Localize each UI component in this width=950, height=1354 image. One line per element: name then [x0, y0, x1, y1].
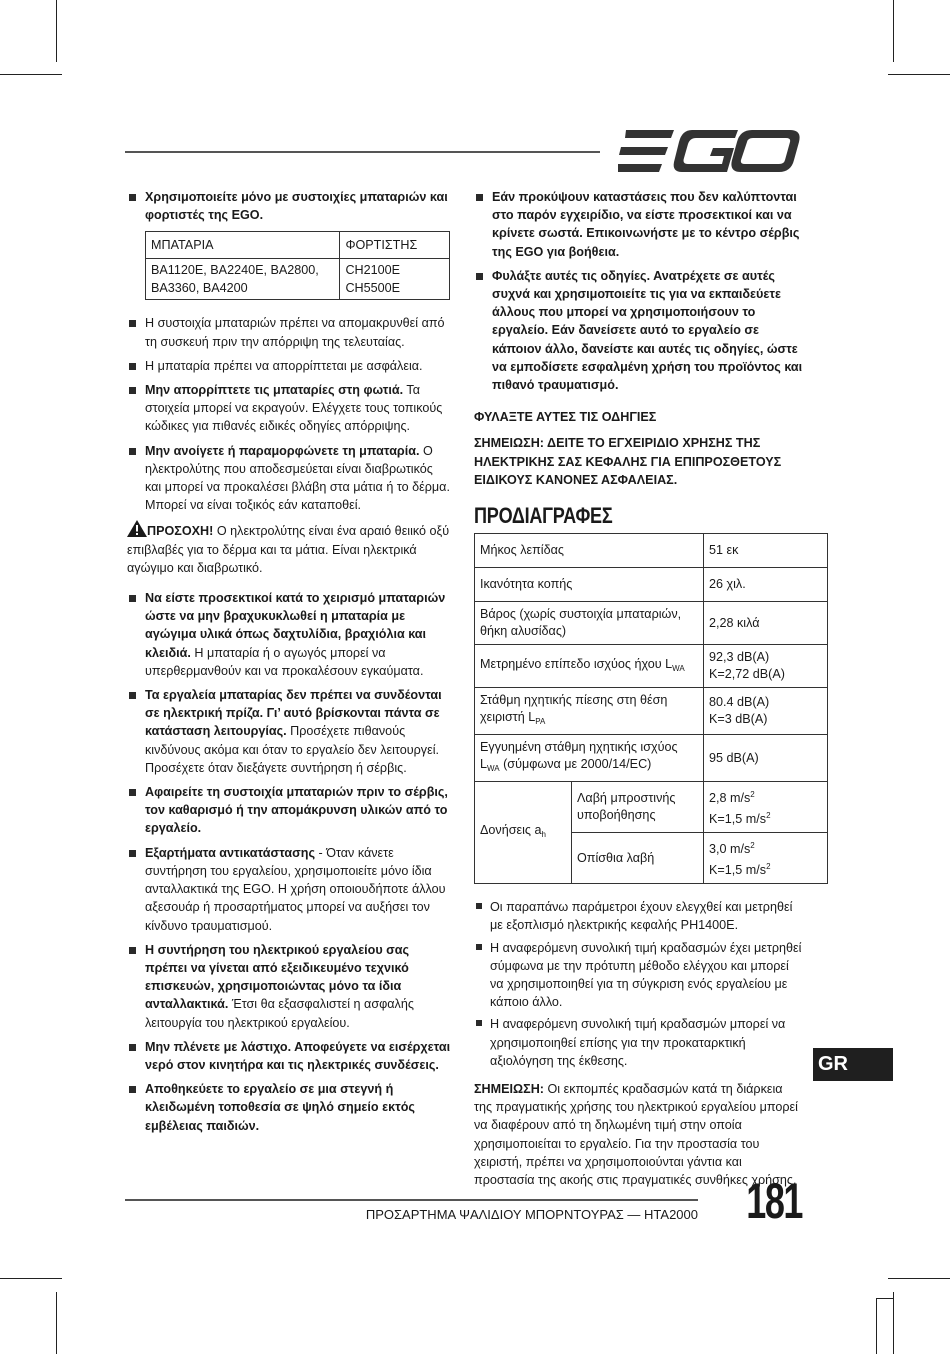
- header-rule: [125, 151, 600, 153]
- item-bold: Φυλάξτε αυτές τις οδηγίες. Ανατρέχετε σε αυτές συχνά και χρησιμοποιείτε τις για να εκπαιδεύετε άλλους που μπορεί να χρησιμοποιήσουν το εργαλείο. Εάν δανείσετε αυτό το εργαλείο σε κάποιον άλλο, δανείστε και αυτές τις οδηγίες, ώστε να εμποδίσετε εσφαλμένη χρήση του προϊόντος και πιθανό τραυματισμό.: [492, 268, 803, 393]
- item-bold: Μην πλένετε με λάστιχο. Αποφεύγετε να εισέρχεται νερό στον κινητήρα και τις ηλεκτρικές συνδέσεις.: [145, 1039, 451, 1072]
- crop-mark: [0, 74, 62, 75]
- spec-table: [474, 533, 828, 884]
- spec-value: [704, 833, 828, 884]
- spec-value: 2,28 κιλά: [704, 602, 828, 645]
- item-bold: Εάν προκύψουν καταστάσεις που δεν καλύπτονται στο παρόν εγχειρίδιο, να είστε προσεκτικοί και να κρίνετε σωστά. Επικοινωνήστε με το κέντρο σέρβις της EGO για βοήθεια.: [492, 190, 800, 259]
- warning-paragraph: [127, 520, 452, 577]
- spec-label-text: Δονήσεις a: [480, 823, 542, 838]
- item-text: Η μπαταρία πρέπει να απορρίπτεται με ασφάλεια.: [145, 358, 423, 373]
- language-tab: GR: [813, 1048, 893, 1081]
- table-row: [475, 534, 828, 568]
- warning-label: ΠΡΟΣΟΧΗ!: [147, 524, 214, 539]
- spec-value: [704, 688, 828, 735]
- spec-label: Βάρος (χωρίς συστοιχία μπαταριών, θήκη αλυσίδας): [475, 602, 704, 645]
- list-item: Η αναφερόμενη συνολική τιμή κραδασμών έχει μετρηθεί σύμφωνα με την πρότυπη μέθοδο ελέγχου και μπορεί να χρησιμοποιηθεί για τη σύγκριση ενός εργαλείου με κάποιο άλλο.: [474, 939, 804, 1012]
- spec-value: [704, 645, 828, 688]
- crop-mark: [56, 0, 57, 62]
- left-column: [127, 188, 452, 1141]
- value-line: K=1,5 m/s: [709, 863, 767, 878]
- list-item: Η αναφερόμενη συνολική τιμή κραδασμών μπορεί να χρησιμοποιηθεί επίσης για την προκαταρκτική αξιολόγηση της έκθεσης.: [474, 1015, 804, 1070]
- footer-title: ΠΡΟΣΑΡΤΗΜΑ ΨΑΛΙΔΙΟΥ ΜΠΟΡΝΤΟΥΡΑΣ — HTA2000: [365, 1207, 698, 1222]
- spec-label: [475, 645, 704, 688]
- item-bold: Μην ανοίγετε ή παραμορφώνετε τη μπαταρία.: [145, 443, 420, 458]
- note-caps: ΣΗΜΕΙΩΣΗ: ΔΕΙΤΕ ΤΟ ΕΓΧΕΙΡΙΔΙΟ ΧΡΗΣΗΣ ΤΗΣ ΗΛΕΚΤΡΙΚΗΣ ΣΑΣ ΚΕΦΑΛΗΣ ΓΙΑ ΕΠΙΠΡΟΣΘΕΤΟΥΣ ΕΙΔΙΚΟΥΣ ΚΑΝΟΝΕΣ ΑΣΦΑΛΕΙΑΣ.: [474, 436, 782, 487]
- list-item: [127, 381, 452, 436]
- spec-label: Μήκος λεπίδας: [475, 534, 704, 568]
- item-bold: Η συντήρηση του ηλεκτρικού εργαλείου σας πρέπει να γίνεται από εξειδικευμένο τεχνικό επισκευών, χρησιμοποιώντας μόνο τα ίδια ανταλλακτικά.: [145, 942, 410, 1012]
- note-label: ΣΗΜΕΙΩΣΗ:: [474, 1082, 544, 1097]
- table-cell: BA1120E, BA2240E, BA2800, BA3360, BA4200: [146, 259, 340, 300]
- page-number: 181: [746, 1173, 802, 1229]
- crop-mark: [876, 1298, 877, 1354]
- table-row: [475, 782, 828, 833]
- item-bold: Χρησιμοποιείτε μόνο με συστοιχίες μπαταριών και φορτιστές της EGO.: [145, 190, 448, 223]
- list-item: [127, 589, 452, 680]
- right-column: [474, 188, 804, 1202]
- spec-subscript: WA: [487, 764, 500, 774]
- table-cell: CH2100E CH5500E: [340, 259, 450, 300]
- value-line: K=2,72 dB(A): [709, 667, 785, 682]
- crop-mark: [876, 1298, 894, 1299]
- item-bold: Αποθηκεύετε το εργαλείο σε μια στεγνή ή κλειδωμένη τοποθεσία σε ψηλό σημείο εκτός εμβέλειας παιδιών.: [145, 1082, 415, 1133]
- table-header: ΜΠΑΤΑΡΙΑ: [146, 232, 340, 259]
- item-bold: Εξαρτήματα αντικατάστασης: [145, 845, 316, 860]
- spec-label: Ικανότητα κοπής: [475, 568, 704, 602]
- list-item: Οι παραπάνω παράμετροι έχουν ελεγχθεί και μετρηθεί με εξοπλισμό ηλεκτρικής κεφαλής PH1400E.: [474, 898, 804, 934]
- item-bold: Τα εργαλεία μπαταρίας δεν πρέπει να συνδέονται σε ηλεκτρική πρίζα. Γι’ αυτό βρίσκονται πάντα σε κατάσταση λειτουργίας.: [145, 688, 442, 739]
- spec-label: [475, 688, 704, 735]
- spec-value: 51 εκ: [704, 534, 828, 568]
- list-item: [127, 941, 452, 1032]
- table-row: [475, 735, 828, 782]
- spec-value: 95 dB(A): [704, 735, 828, 782]
- spec-value: 26 χιλ.: [704, 568, 828, 602]
- spec-subscript: PA: [535, 717, 546, 727]
- table-header: ΦΟΡΤΙΣΤΗΣ: [340, 232, 450, 259]
- spec-label-text: (σύμφωνα με 2000/14/EC): [499, 757, 652, 772]
- item-bold: Να είστε προσεκτικοί κατά το χειρισμό μπαταριών ώστε να μην βραχυκυκλωθεί η μπαταρία με αγώγιμα υλικά όπως δαχτυλίδια, βραχιόλια και κλειδιά.: [145, 591, 446, 660]
- crop-mark: [888, 1278, 950, 1279]
- value-line: 3,0 m/s: [709, 842, 751, 857]
- spec-label-text: Μετρημένο επίπεδο ισχύος ήχου L: [480, 656, 673, 671]
- item-text: Ο ηλεκτρολύτης που αποδεσμεύεται είναι διαβρωτικός και μπορεί να προκαλέσει βλάβη στα μάτια ή το δέρμα. Μπορεί να είναι τοξικός εάν καταποθεί.: [145, 443, 450, 513]
- list-item: [474, 188, 804, 261]
- list-item: [127, 188, 452, 224]
- crop-mark: [888, 74, 950, 75]
- list-item: [127, 844, 452, 935]
- ego-logo: [618, 130, 800, 172]
- warning-triangle-icon: [127, 520, 147, 537]
- list-item: [127, 357, 452, 375]
- item-bold: Αφαιρείτε τη συστοιχία μπαταριών πριν το σέρβις, τον καθαρισμό ή την απομάκρυνση υλικών από το εργαλείο.: [145, 785, 448, 836]
- superscript: 2: [750, 790, 755, 800]
- spec-value: [704, 782, 828, 833]
- footer-rule: [125, 1199, 698, 1201]
- table-row: [146, 259, 450, 300]
- value-line: 92,3 dB(A): [709, 650, 770, 665]
- list-item: [127, 686, 452, 777]
- list-item: [474, 267, 804, 394]
- value-line: 2,8 m/s: [709, 791, 751, 806]
- value-line: K=3 dB(A): [709, 712, 768, 727]
- item-text: Τα στοιχεία μπορεί να εκραγούν. Ελέγχετε τους τοπικούς κώδικες για πιθανές ειδικές οδηγίες απόρριψης.: [145, 383, 443, 434]
- table-row: [475, 688, 828, 735]
- spec-subscript: WA: [672, 663, 685, 673]
- item-bold: Μην απορρίπτετε τις μπαταρίες στη φωτιά.: [145, 383, 404, 398]
- list-item: [127, 1080, 452, 1135]
- crop-mark: [0, 1278, 62, 1279]
- item-text: Η μπαταρία ή ο αγωγός μπορεί να υπερθερμανθούν και να προκαλέσουν εγκαύματα.: [145, 645, 424, 678]
- crop-mark: [893, 0, 894, 62]
- table-row: [475, 568, 828, 602]
- item-text: Προσέχετε πιθανούς κινδύνους ακόμα και όταν το εργαλείο δεν λειτουργεί. Προσέχετε όταν διεξάγετε συντήρηση ή σέρβις.: [145, 724, 439, 775]
- spec-label-text: Εγγυημένη στάθμη ηχητικής ισχύος L: [480, 740, 678, 772]
- battery-charger-table: [145, 231, 450, 300]
- value-line: 80.4 dB(A): [709, 695, 770, 710]
- item-text: Η συστοιχία μπαταριών πρέπει να απομακρυνθεί από τη συσκευή πριν την απόρριψη της τελευταίας.: [145, 316, 445, 349]
- warning-text: Ο ηλεκτρολύτης είναι ένα αραιό θειικό οξύ επιβλαβές για το δέρμα και τα μάτια. Είναι ηλεκτρικά αγώγιμο και διαβρωτικό.: [127, 524, 450, 575]
- crop-mark: [893, 1292, 894, 1354]
- spec-label: [475, 782, 572, 884]
- superscript: 2: [766, 811, 771, 821]
- spec-sublabel: Λαβή μπροστινής υποβοήθησης: [572, 782, 704, 833]
- item-text: - Όταν κάνετε συντήρηση του εργαλείου, χρησιμοποιείτε μόνο ίδια ανταλλακτικά της EGO. Η χρήση οποιουδήποτε άλλου αξεσουάρ ή προσαρτήματος μπορεί να αυξήσει τον κίνδυνο τραυματισμού.: [145, 845, 446, 933]
- item-text: Έτσι θα εξασφαλιστεί η ασφαλής λειτουργία του ηλεκτρικού εργαλείου.: [145, 997, 414, 1030]
- table-row: [475, 645, 828, 688]
- list-item: [127, 1038, 452, 1074]
- list-item: [127, 314, 452, 350]
- list-item: [127, 442, 452, 515]
- superscript: 2: [766, 862, 771, 872]
- spec-sublabel: Οπίσθια λαβή: [572, 833, 704, 884]
- keep-instructions-heading: ΦΥΛΑΞΤΕ ΑΥΤΕΣ ΤΙΣ ΟΔΗΓΙΕΣ: [474, 410, 657, 425]
- spec-label-text: Στάθμη ηχητικής πίεσης στη θέση χειριστή L: [480, 693, 668, 725]
- spec-label: [475, 735, 704, 782]
- superscript: 2: [750, 841, 755, 851]
- list-item: [127, 783, 452, 838]
- spec-subscript: h: [541, 830, 546, 840]
- value-line: K=1,5 m/s: [709, 812, 767, 827]
- crop-mark: [56, 1292, 57, 1354]
- spec-title: ΠΡΟΔΙΑΓΡΑΦΕΣ: [474, 503, 613, 529]
- note-text: Οι εκπομπές κραδασμών κατά τη διάρκεια της πραγματικής χρήσης του ηλεκτρικού εργαλείου μπορεί να διαφέρουν από τη δηλωμένη τιμή στην οποία χρησιμοποιείται το εργαλείο. Για την προστασία του χειριστή, πρέπει να χρησιμοποιούνται γάντια και προστασία της ακοής στις πραγματικές συνθήκες χρήσης.: [474, 1082, 798, 1188]
- table-row: [475, 602, 828, 645]
- table-row: [146, 232, 450, 259]
